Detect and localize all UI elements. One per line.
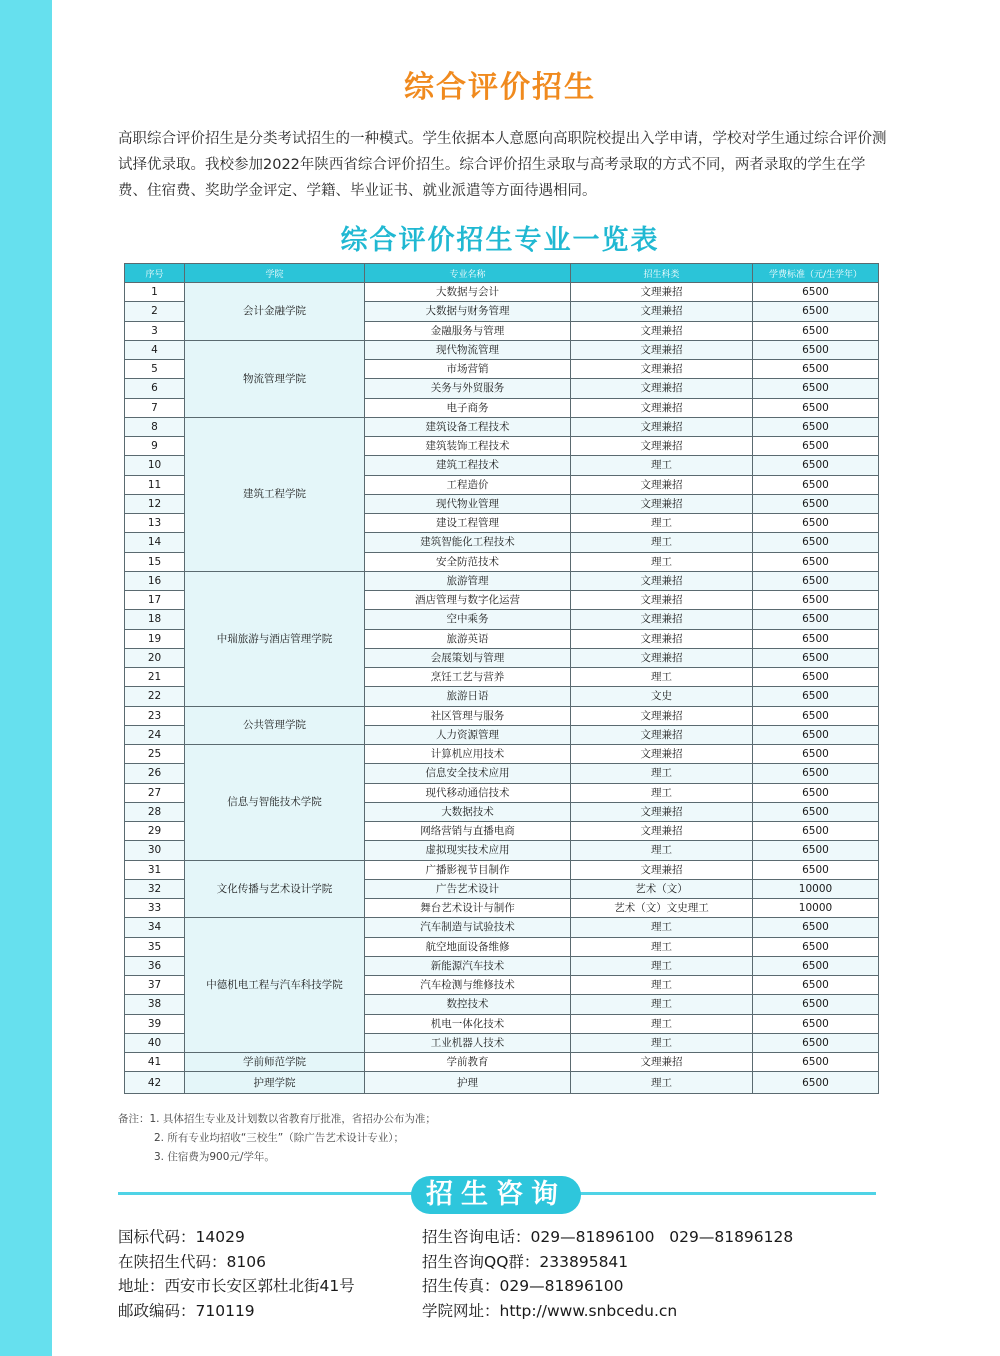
tuition: 6500 bbox=[753, 302, 879, 321]
notes-prefix: 备注： bbox=[118, 1113, 150, 1125]
row-index: 31 bbox=[125, 860, 185, 879]
tuition: 6500 bbox=[753, 822, 879, 841]
table-row bbox=[125, 283, 879, 302]
major-category: 理工 bbox=[571, 552, 753, 571]
major-category: 理工 bbox=[571, 533, 753, 552]
contact-national-code: 国标代码：14029 bbox=[118, 1228, 245, 1246]
major-name: 社区管理与服务 bbox=[365, 706, 571, 725]
tuition: 6500 bbox=[753, 802, 879, 821]
major-name: 空中乘务 bbox=[365, 610, 571, 629]
row-index: 16 bbox=[125, 571, 185, 590]
tuition: 6500 bbox=[753, 533, 879, 552]
row-index: 26 bbox=[125, 764, 185, 783]
major-category: 理工 bbox=[571, 456, 753, 475]
major-name: 现代物流管理 bbox=[365, 340, 571, 359]
row-index: 24 bbox=[125, 725, 185, 744]
tuition: 6500 bbox=[753, 764, 879, 783]
major-category: 文理兼招 bbox=[571, 360, 753, 379]
major-name: 舞台艺术设计与制作 bbox=[365, 899, 571, 918]
major-category: 理工 bbox=[571, 783, 753, 802]
row-index: 7 bbox=[125, 398, 185, 417]
major-name: 航空地面设备维修 bbox=[365, 937, 571, 956]
row-index: 18 bbox=[125, 610, 185, 629]
major-category: 理工 bbox=[571, 1014, 753, 1033]
row-index: 36 bbox=[125, 956, 185, 975]
row-index: 35 bbox=[125, 937, 185, 956]
college-cell: 护理学院 bbox=[185, 1072, 365, 1094]
tuition: 10000 bbox=[753, 899, 879, 918]
tuition: 6500 bbox=[753, 514, 879, 533]
major-category: 文理兼招 bbox=[571, 725, 753, 744]
tuition: 6500 bbox=[753, 706, 879, 725]
tuition: 10000 bbox=[753, 879, 879, 898]
note-item: 2. 所有专业均招收“三校生”（除广告艺术设计专业）； bbox=[154, 1132, 404, 1144]
major-name: 虚拟现实技术应用 bbox=[365, 841, 571, 860]
major-name: 建筑智能化工程技术 bbox=[365, 533, 571, 552]
row-index: 22 bbox=[125, 687, 185, 706]
major-name: 建筑装饰工程技术 bbox=[365, 437, 571, 456]
tuition: 6500 bbox=[753, 956, 879, 975]
tuition: 6500 bbox=[753, 841, 879, 860]
college-cell: 中德机电工程与汽车科技学院 bbox=[185, 918, 365, 1053]
tuition: 6500 bbox=[753, 648, 879, 667]
major-category: 文理兼招 bbox=[571, 860, 753, 879]
tuition: 6500 bbox=[753, 360, 879, 379]
tuition: 6500 bbox=[753, 629, 879, 648]
major-category: 文理兼招 bbox=[571, 706, 753, 725]
row-index: 15 bbox=[125, 552, 185, 571]
table-row bbox=[125, 745, 879, 764]
major-name: 广播影视节目制作 bbox=[365, 860, 571, 879]
major-category: 文理兼招 bbox=[571, 417, 753, 436]
tuition: 6500 bbox=[753, 610, 879, 629]
major-category: 理工 bbox=[571, 995, 753, 1014]
major-name: 旅游英语 bbox=[365, 629, 571, 648]
header-college: 学院 bbox=[185, 264, 365, 283]
major-name: 大数据与会计 bbox=[365, 283, 571, 302]
row-index: 42 bbox=[125, 1072, 185, 1094]
major-category: 文理兼招 bbox=[571, 340, 753, 359]
row-index: 27 bbox=[125, 783, 185, 802]
contact-right bbox=[422, 1225, 793, 1323]
header-tuition: 学费标准（元/生学年） bbox=[753, 264, 879, 283]
major-category: 理工 bbox=[571, 764, 753, 783]
major-category: 理工 bbox=[571, 937, 753, 956]
contact-address: 地址：西安市长安区郭杜北街41号 bbox=[118, 1277, 355, 1295]
tuition: 6500 bbox=[753, 340, 879, 359]
major-category: 文理兼招 bbox=[571, 437, 753, 456]
college-cell: 信息与智能技术学院 bbox=[185, 745, 365, 861]
major-category: 理工 bbox=[571, 1072, 753, 1094]
contact-phone: 招生咨询电话：029—81896100 029—81896128 bbox=[422, 1228, 794, 1246]
tuition: 6500 bbox=[753, 668, 879, 687]
major-name: 汽车制造与试验技术 bbox=[365, 918, 571, 937]
row-index: 6 bbox=[125, 379, 185, 398]
row-index: 25 bbox=[125, 745, 185, 764]
tuition: 6500 bbox=[753, 1053, 879, 1072]
major-category: 理工 bbox=[571, 976, 753, 995]
row-index: 38 bbox=[125, 995, 185, 1014]
major-category: 理工 bbox=[571, 918, 753, 937]
table-row bbox=[125, 1072, 879, 1094]
major-category: 文史 bbox=[571, 687, 753, 706]
table-row bbox=[125, 860, 879, 879]
major-category: 文理兼招 bbox=[571, 283, 753, 302]
consult-heading: 招生咨询 bbox=[411, 1176, 581, 1214]
major-category: 文理兼招 bbox=[571, 321, 753, 340]
row-index: 41 bbox=[125, 1053, 185, 1072]
tuition: 6500 bbox=[753, 995, 879, 1014]
tuition: 6500 bbox=[753, 725, 879, 744]
contact-provincial-code: 在陕招生代码：8106 bbox=[118, 1252, 266, 1271]
major-category: 艺术（文） bbox=[571, 879, 753, 898]
major-category: 文理兼招 bbox=[571, 822, 753, 841]
major-category: 理工 bbox=[571, 668, 753, 687]
contact-qq-group: 招生咨询QQ群：233895841 bbox=[422, 1252, 629, 1271]
major-name: 关务与外贸服务 bbox=[365, 379, 571, 398]
contact-fax: 招生传真：029—81896100 bbox=[422, 1277, 624, 1295]
row-index: 13 bbox=[125, 514, 185, 533]
row-index: 4 bbox=[125, 340, 185, 359]
major-category: 文理兼招 bbox=[571, 475, 753, 494]
major-name: 机电一体化技术 bbox=[365, 1014, 571, 1033]
major-name: 人力资源管理 bbox=[365, 725, 571, 744]
major-name: 现代移动通信技术 bbox=[365, 783, 571, 802]
row-index: 14 bbox=[125, 533, 185, 552]
tuition: 6500 bbox=[753, 1014, 879, 1033]
majors-table bbox=[124, 263, 879, 1094]
row-index: 29 bbox=[125, 822, 185, 841]
row-index: 21 bbox=[125, 668, 185, 687]
major-name: 大数据与财务管理 bbox=[365, 302, 571, 321]
tuition: 6500 bbox=[753, 417, 879, 436]
major-name: 大数据技术 bbox=[365, 802, 571, 821]
majors-table-body bbox=[125, 283, 879, 1094]
major-name: 旅游管理 bbox=[365, 571, 571, 590]
major-name: 烹饪工艺与营养 bbox=[365, 668, 571, 687]
table-row bbox=[125, 1053, 879, 1072]
contact-postcode: 邮政编码：710119 bbox=[118, 1301, 255, 1320]
major-name: 广告艺术设计 bbox=[365, 879, 571, 898]
major-category: 文理兼招 bbox=[571, 591, 753, 610]
row-index: 10 bbox=[125, 456, 185, 475]
row-index: 19 bbox=[125, 629, 185, 648]
table-title: 综合评价招生专业一览表 bbox=[340, 225, 660, 256]
table-row bbox=[125, 706, 879, 725]
notes bbox=[118, 1110, 436, 1167]
major-category: 文理兼招 bbox=[571, 494, 753, 513]
college-cell: 学前师范学院 bbox=[185, 1053, 365, 1072]
row-index: 37 bbox=[125, 976, 185, 995]
major-category: 理工 bbox=[571, 956, 753, 975]
table-row bbox=[125, 340, 879, 359]
tuition: 6500 bbox=[753, 783, 879, 802]
tuition: 6500 bbox=[753, 552, 879, 571]
row-index: 12 bbox=[125, 494, 185, 513]
major-category: 文理兼招 bbox=[571, 571, 753, 590]
intro-paragraph: 高职综合评价招生是分类考试招生的一种模式。学生依据本人意愿向高职院校提出入学申请，学校对学生通过综合评价测试择优录取。我校参加2022年陕西省综合评价招生。综合评价招生录取与高考录取的方式不同，两者录取的学生在学费、住宿费、奖助学金评定、学籍、毕业证书、就业派遣等方面待遇相同。 bbox=[118, 131, 887, 199]
major-name: 计算机应用技术 bbox=[365, 745, 571, 764]
contact-website[interactable]: 学院网址：http://www.snbcedu.cn bbox=[422, 1301, 678, 1320]
header-index: 序号 bbox=[125, 264, 185, 283]
major-name: 汽车检测与维修技术 bbox=[365, 976, 571, 995]
major-name: 护理 bbox=[365, 1072, 571, 1094]
table-row bbox=[125, 918, 879, 937]
table-row bbox=[125, 417, 879, 436]
tuition: 6500 bbox=[753, 494, 879, 513]
divider-right bbox=[574, 1192, 876, 1195]
contact-left bbox=[118, 1225, 355, 1323]
row-index: 32 bbox=[125, 879, 185, 898]
tuition: 6500 bbox=[753, 321, 879, 340]
row-index: 8 bbox=[125, 417, 185, 436]
college-cell: 文化传播与艺术设计学院 bbox=[185, 860, 365, 918]
major-name: 金融服务与管理 bbox=[365, 321, 571, 340]
major-name: 现代物业管理 bbox=[365, 494, 571, 513]
tuition: 6500 bbox=[753, 475, 879, 494]
note-item: 1. 具体招生专业及计划数以省教育厅批准，省招办公布为准； bbox=[149, 1113, 436, 1125]
tuition: 6500 bbox=[753, 1072, 879, 1094]
college-cell: 会计金融学院 bbox=[185, 283, 365, 341]
major-name: 建设工程管理 bbox=[365, 514, 571, 533]
side-band bbox=[0, 0, 52, 1356]
row-index: 34 bbox=[125, 918, 185, 937]
row-index: 5 bbox=[125, 360, 185, 379]
tuition: 6500 bbox=[753, 937, 879, 956]
major-name: 信息安全技术应用 bbox=[365, 764, 571, 783]
college-cell: 中瑞旅游与酒店管理学院 bbox=[185, 571, 365, 706]
major-category: 文理兼招 bbox=[571, 379, 753, 398]
tuition: 6500 bbox=[753, 283, 879, 302]
major-category: 艺术（文）文史理工 bbox=[571, 899, 753, 918]
row-index: 30 bbox=[125, 841, 185, 860]
college-cell: 公共管理学院 bbox=[185, 706, 365, 745]
tuition: 6500 bbox=[753, 918, 879, 937]
row-index: 9 bbox=[125, 437, 185, 456]
row-index: 39 bbox=[125, 1014, 185, 1033]
major-name: 数控技术 bbox=[365, 995, 571, 1014]
tuition: 6500 bbox=[753, 976, 879, 995]
tuition: 6500 bbox=[753, 591, 879, 610]
header-category: 招生科类 bbox=[571, 264, 753, 283]
college-cell: 建筑工程学院 bbox=[185, 417, 365, 571]
major-category: 文理兼招 bbox=[571, 1053, 753, 1072]
major-category: 文理兼招 bbox=[571, 629, 753, 648]
page-title: 综合评价招生 bbox=[404, 70, 596, 105]
tuition: 6500 bbox=[753, 1033, 879, 1052]
row-index: 33 bbox=[125, 899, 185, 918]
table-row bbox=[125, 571, 879, 590]
major-category: 文理兼招 bbox=[571, 648, 753, 667]
row-index: 23 bbox=[125, 706, 185, 725]
tuition: 6500 bbox=[753, 437, 879, 456]
major-category: 理工 bbox=[571, 514, 753, 533]
major-category: 文理兼招 bbox=[571, 610, 753, 629]
major-name: 新能源汽车技术 bbox=[365, 956, 571, 975]
row-index: 1 bbox=[125, 283, 185, 302]
tuition: 6500 bbox=[753, 456, 879, 475]
major-name: 酒店管理与数字化运营 bbox=[365, 591, 571, 610]
major-category: 文理兼招 bbox=[571, 398, 753, 417]
major-category: 文理兼招 bbox=[571, 745, 753, 764]
college-cell: 物流管理学院 bbox=[185, 340, 365, 417]
tuition: 6500 bbox=[753, 571, 879, 590]
major-name: 学前教育 bbox=[365, 1053, 571, 1072]
major-name: 网络营销与直播电商 bbox=[365, 822, 571, 841]
tuition: 6500 bbox=[753, 379, 879, 398]
major-category: 理工 bbox=[571, 841, 753, 860]
row-index: 3 bbox=[125, 321, 185, 340]
major-name: 工业机器人技术 bbox=[365, 1033, 571, 1052]
row-index: 20 bbox=[125, 648, 185, 667]
major-name: 建筑工程技术 bbox=[365, 456, 571, 475]
major-category: 理工 bbox=[571, 1033, 753, 1052]
note-item: 3. 住宿费为900元/学年。 bbox=[154, 1151, 275, 1163]
major-name: 电子商务 bbox=[365, 398, 571, 417]
major-name: 建筑设备工程技术 bbox=[365, 417, 571, 436]
row-index: 2 bbox=[125, 302, 185, 321]
tuition: 6500 bbox=[753, 860, 879, 879]
row-index: 40 bbox=[125, 1033, 185, 1052]
major-name: 会展策划与管理 bbox=[365, 648, 571, 667]
table-header-row bbox=[125, 264, 879, 283]
tuition: 6500 bbox=[753, 745, 879, 764]
tuition: 6500 bbox=[753, 687, 879, 706]
row-index: 28 bbox=[125, 802, 185, 821]
divider-left bbox=[118, 1192, 418, 1195]
tuition: 6500 bbox=[753, 398, 879, 417]
row-index: 17 bbox=[125, 591, 185, 610]
major-name: 工程造价 bbox=[365, 475, 571, 494]
major-category: 文理兼招 bbox=[571, 302, 753, 321]
major-name: 安全防范技术 bbox=[365, 552, 571, 571]
header-major: 专业名称 bbox=[365, 264, 571, 283]
major-name: 旅游日语 bbox=[365, 687, 571, 706]
row-index: 11 bbox=[125, 475, 185, 494]
major-category: 文理兼招 bbox=[571, 802, 753, 821]
major-name: 市场营销 bbox=[365, 360, 571, 379]
